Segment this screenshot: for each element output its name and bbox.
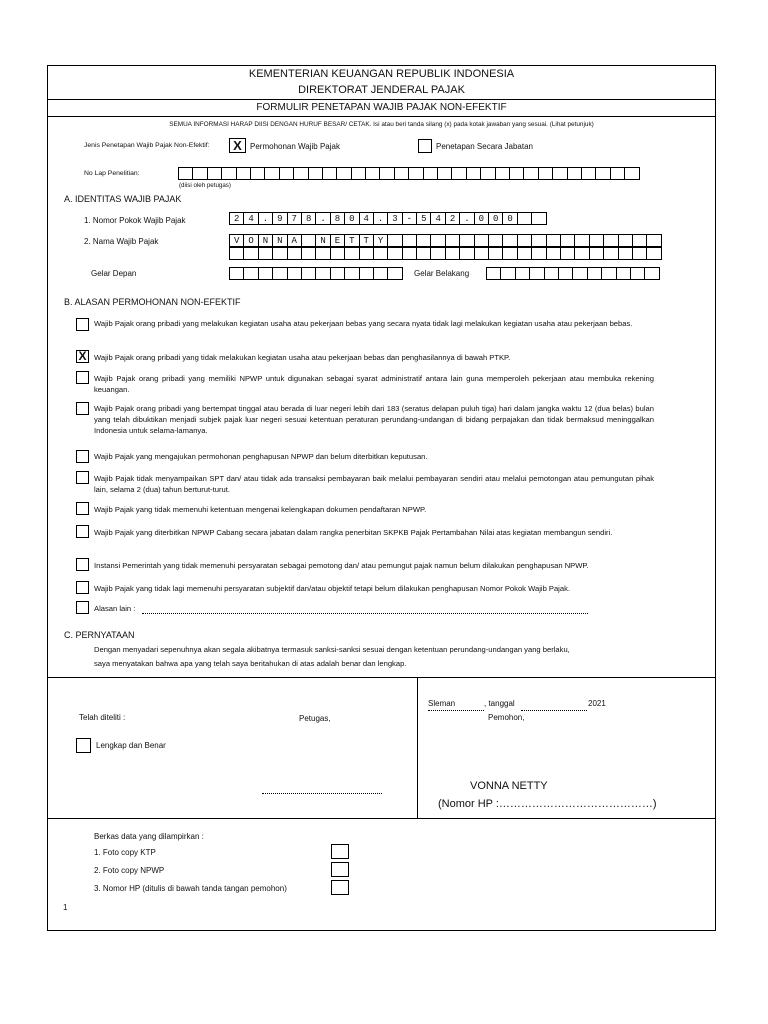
char-cell[interactable] [437, 167, 452, 180]
char-cell[interactable] [546, 234, 561, 247]
char-cell[interactable] [558, 267, 573, 280]
char-cell[interactable] [459, 234, 474, 247]
char-cell[interactable] [500, 267, 515, 280]
char-cell[interactable]: 0 [344, 212, 359, 225]
char-cell[interactable]: T [359, 234, 374, 247]
char-cell[interactable]: 2 [445, 212, 460, 225]
signature-vertical-divider [417, 677, 418, 818]
char-cell[interactable]: 2 [229, 212, 244, 225]
char-cell[interactable]: 0 [502, 212, 517, 225]
reason-3-text: Wajib Pajak orang pribadi yang memiliki NPWP untuk digunakan sebagai syarat administratif antara lain guna memperoleh pekerjaan atau membuka rekening keuangan. [94, 374, 654, 394]
lengkap-label: Lengkap dan Benar [96, 741, 166, 750]
char-cell[interactable] [502, 247, 517, 260]
char-cell[interactable] [574, 247, 589, 260]
applicant-name: VONNA NETTY [470, 780, 548, 792]
char-cell[interactable] [474, 234, 489, 247]
char-cell[interactable] [430, 247, 445, 260]
char-cell[interactable] [624, 167, 639, 180]
char-cell[interactable]: . [258, 212, 273, 225]
char-cell[interactable] [250, 167, 265, 180]
char-cell[interactable] [379, 167, 394, 180]
year-label: 2021 [588, 699, 606, 708]
gelar-belakang-grid[interactable] [486, 267, 660, 280]
char-cell[interactable]: 9 [272, 212, 287, 225]
char-cell[interactable]: 3 [387, 212, 402, 225]
char-cell[interactable] [531, 234, 546, 247]
reason-8-text: Wajib Pajak yang diterbitkan NPWP Cabang secara jabatan dalam rangka penerbitan SKPKB Pajak Pertambahan Nilai atas kegiatan membangun sendiri. [94, 528, 613, 537]
char-cell[interactable] [632, 234, 647, 247]
attachments-title: Berkas data yang dilampirkan : [94, 832, 204, 841]
char-cell[interactable] [523, 167, 538, 180]
char-cell[interactable] [646, 234, 661, 247]
char-cell[interactable] [459, 247, 474, 260]
header-divider-2 [47, 116, 716, 117]
reason-11-checkbox[interactable] [76, 601, 89, 614]
char-cell[interactable] [258, 247, 273, 260]
char-cell[interactable] [488, 234, 503, 247]
char-cell[interactable] [322, 167, 337, 180]
char-cell[interactable] [416, 234, 431, 247]
char-cell[interactable] [351, 167, 366, 180]
char-cell[interactable] [581, 167, 596, 180]
char-cell[interactable]: 8 [330, 212, 345, 225]
reason-9-checkbox[interactable] [76, 558, 89, 571]
char-cell[interactable] [221, 167, 236, 180]
char-cell[interactable] [430, 234, 445, 247]
form-title: FORMULIR PENETAPAN WAJIB PAJAK NON-EFEKTIF [256, 102, 507, 113]
char-cell[interactable]: O [243, 234, 258, 247]
char-cell[interactable] [315, 267, 330, 280]
char-cell[interactable] [287, 267, 302, 280]
char-cell[interactable]: 8 [301, 212, 316, 225]
char-cell[interactable] [474, 247, 489, 260]
char-cell[interactable] [373, 267, 388, 280]
char-cell[interactable] [552, 167, 567, 180]
char-cell[interactable] [603, 247, 618, 260]
char-cell[interactable] [572, 267, 587, 280]
char-cell[interactable] [544, 267, 559, 280]
char-cell[interactable] [509, 167, 524, 180]
char-cell[interactable]: . [459, 212, 474, 225]
reason-9-text: Instansi Pemerintah yang tidak memenuhi persyaratan sebagai pemotong dan/ atau pemungut pajak namun belum dilakukan penghapusan NPWP. [94, 561, 589, 570]
char-cell[interactable] [258, 267, 273, 280]
char-cell[interactable] [229, 247, 244, 260]
tanggal-line[interactable] [521, 710, 587, 711]
char-cell[interactable]: N [315, 234, 330, 247]
char-cell[interactable] [308, 167, 323, 180]
attachment-2-label: 2. Foto copy NPWP [94, 866, 165, 875]
reason-3-checkbox[interactable] [76, 371, 89, 384]
char-cell[interactable] [264, 167, 279, 180]
no-lap-grid[interactable] [178, 167, 640, 180]
option-permohonan-label: Permohonan Wajib Pajak [250, 142, 340, 151]
char-cell[interactable] [359, 247, 374, 260]
reason-10-checkbox[interactable] [76, 581, 89, 594]
char-cell[interactable] [293, 167, 308, 180]
char-cell[interactable] [178, 167, 193, 180]
check-mark: X [233, 138, 242, 153]
char-cell[interactable] [301, 267, 316, 280]
signature-bottom-divider [47, 818, 716, 819]
char-cell[interactable] [531, 247, 546, 260]
npwp-label: 1. Nomor Pokok Wajib Pajak [84, 216, 186, 225]
char-cell[interactable]: T [344, 234, 359, 247]
nama-grid-row1[interactable] [229, 234, 662, 247]
char-cell[interactable] [546, 247, 561, 260]
char-cell[interactable] [394, 167, 409, 180]
char-cell[interactable] [574, 234, 589, 247]
header-divider-full [47, 99, 716, 100]
attachment-2-checkbox[interactable] [331, 862, 349, 877]
char-cell[interactable]: - [402, 212, 417, 225]
char-cell[interactable] [517, 234, 532, 247]
char-cell[interactable] [502, 234, 517, 247]
attachment-1-label: 1. Foto copy KTP [94, 848, 156, 857]
char-cell[interactable] [402, 247, 417, 260]
char-cell[interactable] [480, 167, 495, 180]
char-cell[interactable] [616, 267, 631, 280]
petugas-signature-line[interactable] [262, 793, 382, 794]
char-cell[interactable]: 7 [287, 212, 302, 225]
option-jabatan-label: Penetapan Secara Jabatan [436, 142, 533, 151]
char-cell[interactable] [630, 267, 645, 280]
char-cell[interactable] [408, 167, 423, 180]
header-ministry: KEMENTERIAN KEUANGAN REPUBLIK INDONESIA [248, 68, 515, 80]
nama-grid-row2[interactable] [229, 247, 662, 260]
char-cell[interactable] [632, 247, 647, 260]
reason-6-checkbox[interactable] [76, 471, 89, 484]
reason-5-text: Wajib Pajak yang mengajukan permohonan penghapusan NPWP dan belum diterbitkan keputusan. [94, 452, 428, 461]
reason-8-checkbox[interactable] [76, 525, 89, 538]
char-cell[interactable]: A [287, 234, 302, 247]
reason-1-text: Wajib Pajak orang pribadi yang melakukan kegiatan usaha atau pekerjaan bebas yang secara nyata tidak lagi melakukan kegiatan usaha atau pekerjaan bebas. [94, 319, 633, 328]
place-label: Sleman [428, 699, 456, 708]
nomor-hp: (Nomor HP :……………………………………) [438, 798, 657, 810]
char-cell[interactable] [236, 167, 251, 180]
char-cell[interactable] [451, 167, 466, 180]
char-cell[interactable]: 4 [430, 212, 445, 225]
char-cell[interactable]: N [258, 234, 273, 247]
char-cell[interactable] [517, 212, 532, 225]
char-cell[interactable] [387, 267, 402, 280]
char-cell[interactable] [279, 167, 294, 180]
section-b-title: B. ALASAN PERMOHONAN NON-EFEKTIF [64, 297, 241, 307]
char-cell[interactable] [610, 167, 625, 180]
char-cell[interactable] [466, 167, 481, 180]
char-cell[interactable] [365, 167, 380, 180]
char-cell[interactable] [567, 167, 582, 180]
pemohon-label: Pemohon, [488, 713, 525, 722]
gelar-depan-label: Gelar Depan [91, 269, 137, 278]
char-cell[interactable] [515, 267, 530, 280]
char-cell[interactable] [330, 267, 345, 280]
alasan-lain-line[interactable] [142, 613, 588, 614]
header-directorate: DIREKTORAT JENDERAL PAJAK [298, 84, 465, 96]
char-cell[interactable] [272, 267, 287, 280]
char-cell[interactable]: Y [373, 234, 388, 247]
char-cell[interactable] [243, 267, 258, 280]
reason-1-checkbox[interactable] [76, 318, 89, 331]
reason-7-text: Wajib Pajak yang tidak memenuhi ketentuan mengenai kelengkapan dokumen pendaftaran NPWP. [94, 505, 427, 514]
char-cell[interactable] [416, 247, 431, 260]
char-cell[interactable] [445, 234, 460, 247]
char-cell[interactable]: 0 [488, 212, 503, 225]
char-cell[interactable] [301, 247, 316, 260]
char-cell[interactable] [387, 234, 402, 247]
npwp-grid[interactable] [229, 212, 547, 225]
signature-top-divider [47, 677, 716, 678]
char-cell[interactable] [531, 212, 546, 225]
nama-label: 2. Nama Wajib Pajak [84, 237, 159, 246]
reason-6-text: Wajib Pajak tidak menyampaikan SPT dan/ atau tidak ada transaksi pembayaran baik melalui pembayaran sendiri atau melalui pemotongan atau pemungutan pihak lain, selama 2 (dua) tahun berturut-turut. [94, 474, 654, 494]
char-cell[interactable]: 0 [474, 212, 489, 225]
char-cell[interactable] [330, 247, 345, 260]
attachment-3-label: 3. Nomor HP (ditulis di bawah tanda tangan pemohon) [94, 884, 287, 893]
char-cell[interactable] [373, 247, 388, 260]
char-cell[interactable] [486, 267, 501, 280]
char-cell[interactable] [344, 247, 359, 260]
char-cell[interactable] [589, 247, 604, 260]
reason-5-checkbox[interactable] [76, 450, 89, 463]
pernyataan-line-1: Dengan menyadari sepenuhnya akan segala akibatnya termasuk sanksi-sanksi sesuai dengan ketentuan perundang-undangan yang berlaku, [94, 645, 570, 654]
reason-2-checkbox[interactable] [76, 350, 89, 363]
reason-11-text: Alasan lain : [94, 604, 136, 613]
char-cell[interactable] [301, 234, 316, 247]
char-cell[interactable] [587, 267, 602, 280]
no-lap-note: (diisi oleh petugas) [179, 182, 231, 189]
section-c-title: C. PERNYATAAN [64, 630, 135, 640]
char-cell[interactable] [560, 247, 575, 260]
reason-4-checkbox[interactable] [76, 402, 89, 415]
reason-7-checkbox[interactable] [76, 502, 89, 515]
no-lap-label: No Lap Penelitian: [84, 170, 140, 177]
gelar-depan-grid[interactable] [229, 267, 403, 280]
gelar-belakang-label: Gelar Belakang [414, 269, 470, 278]
char-cell[interactable] [315, 247, 330, 260]
char-cell[interactable] [601, 267, 616, 280]
char-cell[interactable]: 4 [243, 212, 258, 225]
page-number: 1 [63, 903, 68, 912]
char-cell[interactable]: N [272, 234, 287, 247]
instruction-text: SEMUA INFORMASI HARAP DIISI DENGAN HURUF BESAR/ CETAK. Isi atau beri tanda silang (x) pada kotak jawaban yang sesuai. (Lihat petunjuk) [169, 121, 594, 128]
char-cell[interactable] [207, 167, 222, 180]
option-jabatan-checkbox[interactable] [418, 139, 432, 153]
char-cell[interactable] [603, 234, 618, 247]
char-cell[interactable] [618, 234, 633, 247]
char-cell[interactable] [488, 247, 503, 260]
char-cell[interactable] [644, 267, 659, 280]
option-permohonan-checkbox[interactable] [229, 138, 246, 153]
char-cell[interactable] [589, 234, 604, 247]
char-cell[interactable]: . [373, 212, 388, 225]
jenis-label: Jenis Penetapan Wajib Pajak Non-Efektif: [84, 142, 210, 149]
char-cell[interactable] [272, 247, 287, 260]
pernyataan-line-2: saya menyatakan bahwa apa yang telah saya beritahukan di atas adalah benar dan lengkap. [94, 659, 407, 668]
char-cell[interactable] [359, 267, 374, 280]
char-cell[interactable] [560, 234, 575, 247]
reason-10-text: Wajib Pajak yang tidak lagi memenuhi persyaratan subjektif dan/atau objektif tetapi belum dilakukan penghapusan Nomor Pokok Wajib Pajak. [94, 584, 571, 593]
char-cell[interactable]: . [315, 212, 330, 225]
char-cell[interactable] [344, 267, 359, 280]
char-cell[interactable]: 4 [359, 212, 374, 225]
char-cell[interactable]: E [330, 234, 345, 247]
place-underline [428, 710, 484, 711]
char-cell[interactable] [192, 167, 207, 180]
reason-2-text: Wajib Pajak orang pribadi yang tidak melakukan kegiatan usaha atau pekerjaan bebas dan penghasilannya di bawah PTKP. [94, 353, 511, 362]
char-cell[interactable] [243, 247, 258, 260]
tanggal-label: , tanggal [484, 699, 515, 708]
char-cell[interactable] [495, 167, 510, 180]
telah-diteliti-label: Telah diteliti : [79, 713, 126, 722]
char-cell[interactable] [517, 247, 532, 260]
petugas-label: Petugas, [299, 714, 331, 723]
char-cell[interactable]: V [229, 234, 244, 247]
reason-4-text: Wajib Pajak orang pribadi yang bertempat tinggal atau berada di luar negeri lebih dari 183 (seratus delapan puluh tiga) hari dalam jangka waktu 12 (dua belas) bulan yang telah dibuktikan menjadi subjek pajak luar negeri sesuai ketentuan peraturan perundang-undangan di bidang perpajakan dan tidak bermaksud meninggalkan Indonesia untuk selama-lamanya. [94, 404, 654, 435]
char-cell[interactable] [646, 247, 661, 260]
char-cell[interactable] [336, 167, 351, 180]
char-cell[interactable] [423, 167, 438, 180]
char-cell[interactable] [402, 234, 417, 247]
reason-2-mark: X [78, 349, 87, 363]
char-cell[interactable]: 5 [416, 212, 431, 225]
char-cell[interactable] [229, 267, 244, 280]
char-cell[interactable] [618, 247, 633, 260]
char-cell[interactable] [387, 247, 402, 260]
attachment-3-checkbox[interactable] [331, 880, 349, 895]
attachment-1-checkbox[interactable] [331, 844, 349, 859]
char-cell[interactable] [595, 167, 610, 180]
char-cell[interactable] [529, 267, 544, 280]
section-a-title: A. IDENTITAS WAJIB PAJAK [64, 194, 182, 204]
char-cell[interactable] [538, 167, 553, 180]
lengkap-checkbox[interactable] [76, 738, 91, 753]
char-cell[interactable] [287, 247, 302, 260]
char-cell[interactable] [445, 247, 460, 260]
